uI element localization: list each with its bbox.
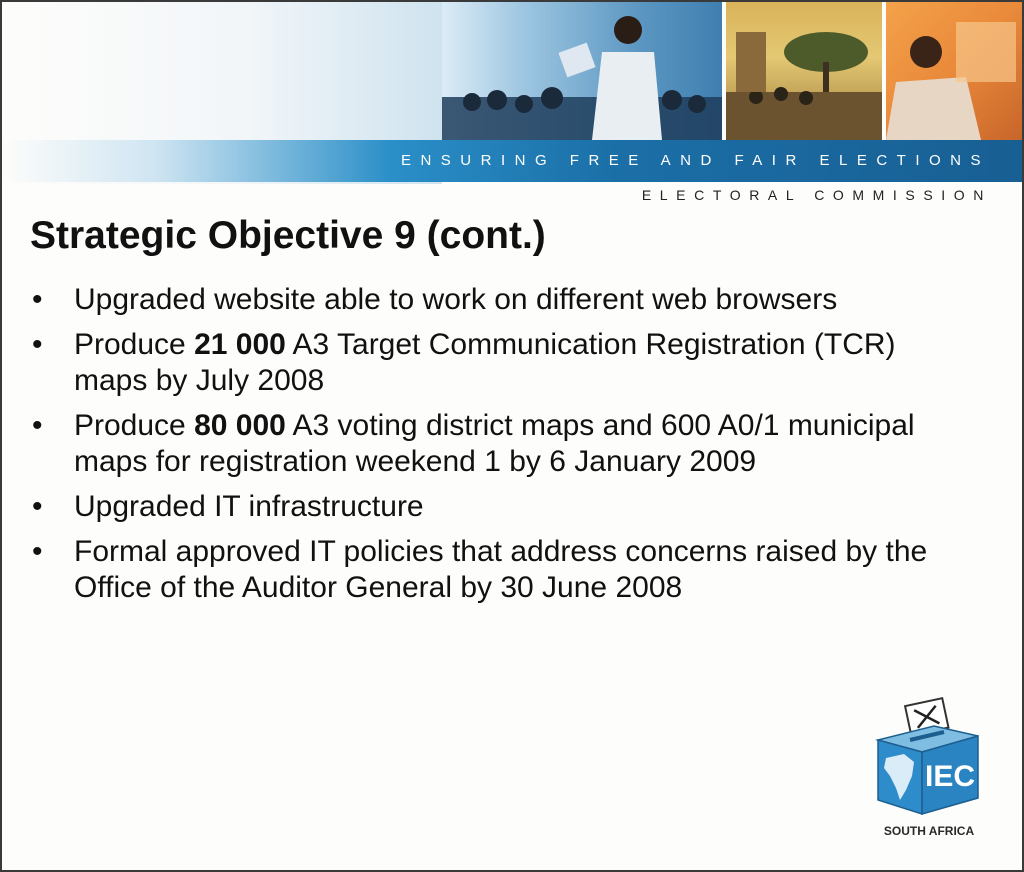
bullet-icon: • — [32, 283, 43, 316]
ballot-box-icon — [864, 696, 994, 822]
bullet-text-tail: A3 voting district maps and 600 A0/1 municipal maps for registration weekend 1 by 6 January 2009 — [74, 409, 915, 478]
bullet-text: Upgraded website able to work on different web browsers — [74, 283, 838, 316]
bullet-list — [30, 282, 960, 615]
bullet-icon: • — [32, 328, 43, 361]
crowd-illustration — [442, 2, 722, 140]
iec-logo — [864, 696, 994, 846]
bullet-icon: • — [32, 490, 43, 523]
banner-photo-village — [726, 2, 882, 140]
bullet-item — [30, 489, 960, 525]
bullet-item — [30, 282, 960, 318]
bullet-text: Produce — [74, 409, 195, 442]
bullet-item — [30, 534, 960, 606]
banner-photo-official — [886, 2, 1022, 140]
bullet-bold-figure: 80 000 — [194, 409, 286, 442]
bullet-text-tail: A3 Target Communication Registration (TCR) maps by July 2008 — [74, 328, 896, 397]
village-illustration — [726, 2, 882, 140]
bullet-item — [30, 327, 960, 399]
banner-photo-crowd — [442, 2, 722, 140]
bullet-bold-figure: 21 000 — [194, 328, 286, 361]
official-illustration — [886, 2, 1022, 140]
logo-mark: IEC — [924, 760, 976, 793]
bullet-text: Produce — [74, 328, 195, 361]
slide-title: Strategic Objective 9 (cont.) — [30, 214, 546, 257]
header-organization: ELECTORAL COMMISSION — [641, 187, 992, 203]
logo-caption: SOUTH AFRICA — [883, 824, 975, 838]
bullet-item — [30, 408, 960, 480]
bullet-text: Formal approved IT policies that address concerns raised by the Office of the Auditor General by 30 June 2008 — [74, 535, 928, 604]
bullet-text: Upgraded IT infrastructure — [74, 490, 424, 523]
header-tagline: ENSURING FREE AND FAIR ELECTIONS — [400, 152, 990, 169]
header-banner — [2, 2, 1022, 203]
bullet-icon: • — [32, 409, 43, 442]
bullet-icon: • — [32, 535, 43, 568]
